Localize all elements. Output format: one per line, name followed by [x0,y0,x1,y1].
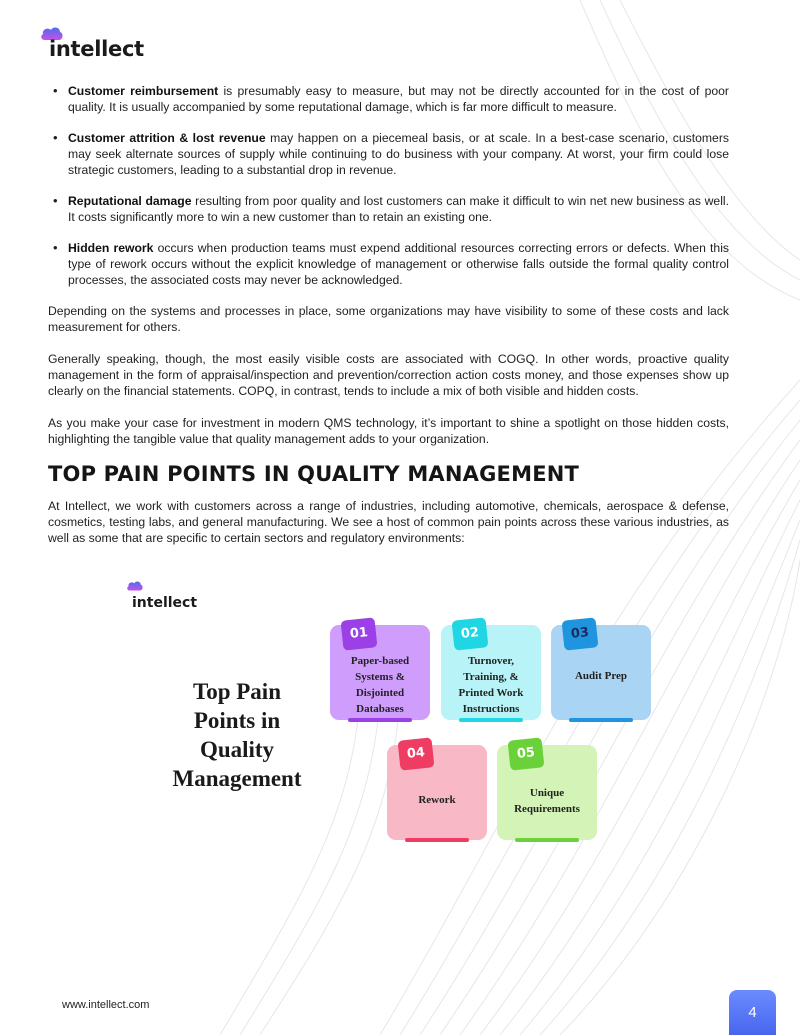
card-accent-bar [348,718,412,722]
pain-point-card-05 [497,745,597,840]
pain-point-card-02 [441,625,541,720]
bullet-hidden-rework [68,240,729,288]
card-label-line: Instructions [462,703,520,715]
bullet-customer-reimbursement [68,83,729,115]
bullet-customer-attrition [68,130,729,178]
cloud-logo-icon [126,579,144,592]
body-content [48,83,729,463]
card-number-badge: 03 [562,617,599,650]
section-heading: TOP PAIN POINTS IN QUALITY MANAGEMENT [48,462,580,486]
card-label-line: Turnover, [468,655,514,667]
card-label [445,653,537,717]
paragraph-qms-investment: As you make your case for investment in modern QMS technology, it’s important to shine a spotlight on those hidden costs, highlighting the tangible value that quality management adds to your organization. [48,416,729,446]
card-accent-bar [515,838,579,842]
paragraph-visibility: Depending on the systems and processes in place, some organizations may have visibility to some of these costs and lack measurement for others. [48,304,729,334]
card-label-line: Disjointed [355,687,405,699]
card-label [555,668,647,684]
intellect-logo [40,24,150,64]
paragraph-cogq: Generally speaking, though, the most easily visible costs are associated with COGQ. In other words, proactive quality management in the form of appraisal/inspection and prevention/correction action costs money, and those expenses show up clearly on the financial statements. COPQ, in contrast, tends to include a mix of both visible and hidden costs. [48,352,729,398]
bullet-text: may happen on a piecemeal basis, or at scale. In a best-case scenario, customers may seek alternate sources of supply while continuing to do business with your company. At worst, your firm could lose strategic customers, leading to a substantial drop in revenue. [68,131,729,177]
card-label-line: Audit Prep [574,670,628,682]
bullet-term: Customer attrition & lost revenue [68,131,266,145]
pain-point-card-03 [551,625,651,720]
bullet-term: Reputational damage [68,194,192,208]
card-label-line: Databases [356,703,404,715]
infographic-logo-wordmark: intellect [132,595,198,611]
pain-point-card-01 [330,625,430,720]
infographic-title [162,677,312,793]
card-accent-bar [405,838,469,842]
bullet-term: Customer reimbursement [68,84,219,98]
card-number-badge: 05 [508,737,545,770]
card-label-line: Rework [418,794,456,806]
card-label-line: Paper-based [350,655,410,667]
bullet-reputational-damage [68,193,729,225]
card-label [391,792,483,808]
bullet-text: resulting from poor quality and lost customers can make it difficult to win net new business as well. It costs significantly more to win a new customer than to retain an existing one. [68,194,730,224]
pain-point-card-04 [387,745,487,840]
page-number-badge: 4 [729,990,776,1035]
cost-bullet-list [48,83,729,288]
bullet-text: occurs when production teams must expend additional resources correcting errors or defects. When this type of rework occurs without the explicit knowledge of management or otherwise falls outside the formal quality control processes, the associated costs may never be acknowledged. [68,241,730,287]
card-accent-bar [459,718,523,722]
card-number-badge: 02 [452,617,489,650]
infographic-logo [126,579,216,609]
card-label [501,785,593,817]
title-line: Points in [193,708,281,733]
card-label-line: Requirements [514,803,580,815]
title-line: Quality [199,737,275,762]
card-label-line: Training, & [463,671,519,683]
bullet-text: is presumably easy to measure, but may not be directly accounted for in the cost of poor quality. It is usually accompanied by some reputational damage, which is far more difficult to measure. [68,84,729,114]
section-intro: At Intellect, we work with customers across a range of industries, including automotive, chemicals, aerospace & defense, cosmetics, testing labs, and general manufacturing. We see a host of common pain points across these various industries, as well as some that are specific to certain sectors and regulatory environments: [48,499,729,545]
pain-points-infographic [120,575,680,865]
card-label-line: Unique [529,787,565,799]
card-accent-bar [569,718,633,722]
bullet-term: Hidden rework [68,241,154,255]
title-line: Management [172,766,302,791]
footer-website-url: www.intellect.com [62,999,150,1011]
card-number-badge: 01 [341,617,378,650]
card-label [334,653,426,717]
logo-wordmark: intellect [49,37,144,61]
title-line: Top Pain [192,679,281,704]
card-label-line: Systems & [355,671,405,683]
card-label-line: Printed Work [458,687,524,699]
card-number-badge: 04 [398,737,435,770]
